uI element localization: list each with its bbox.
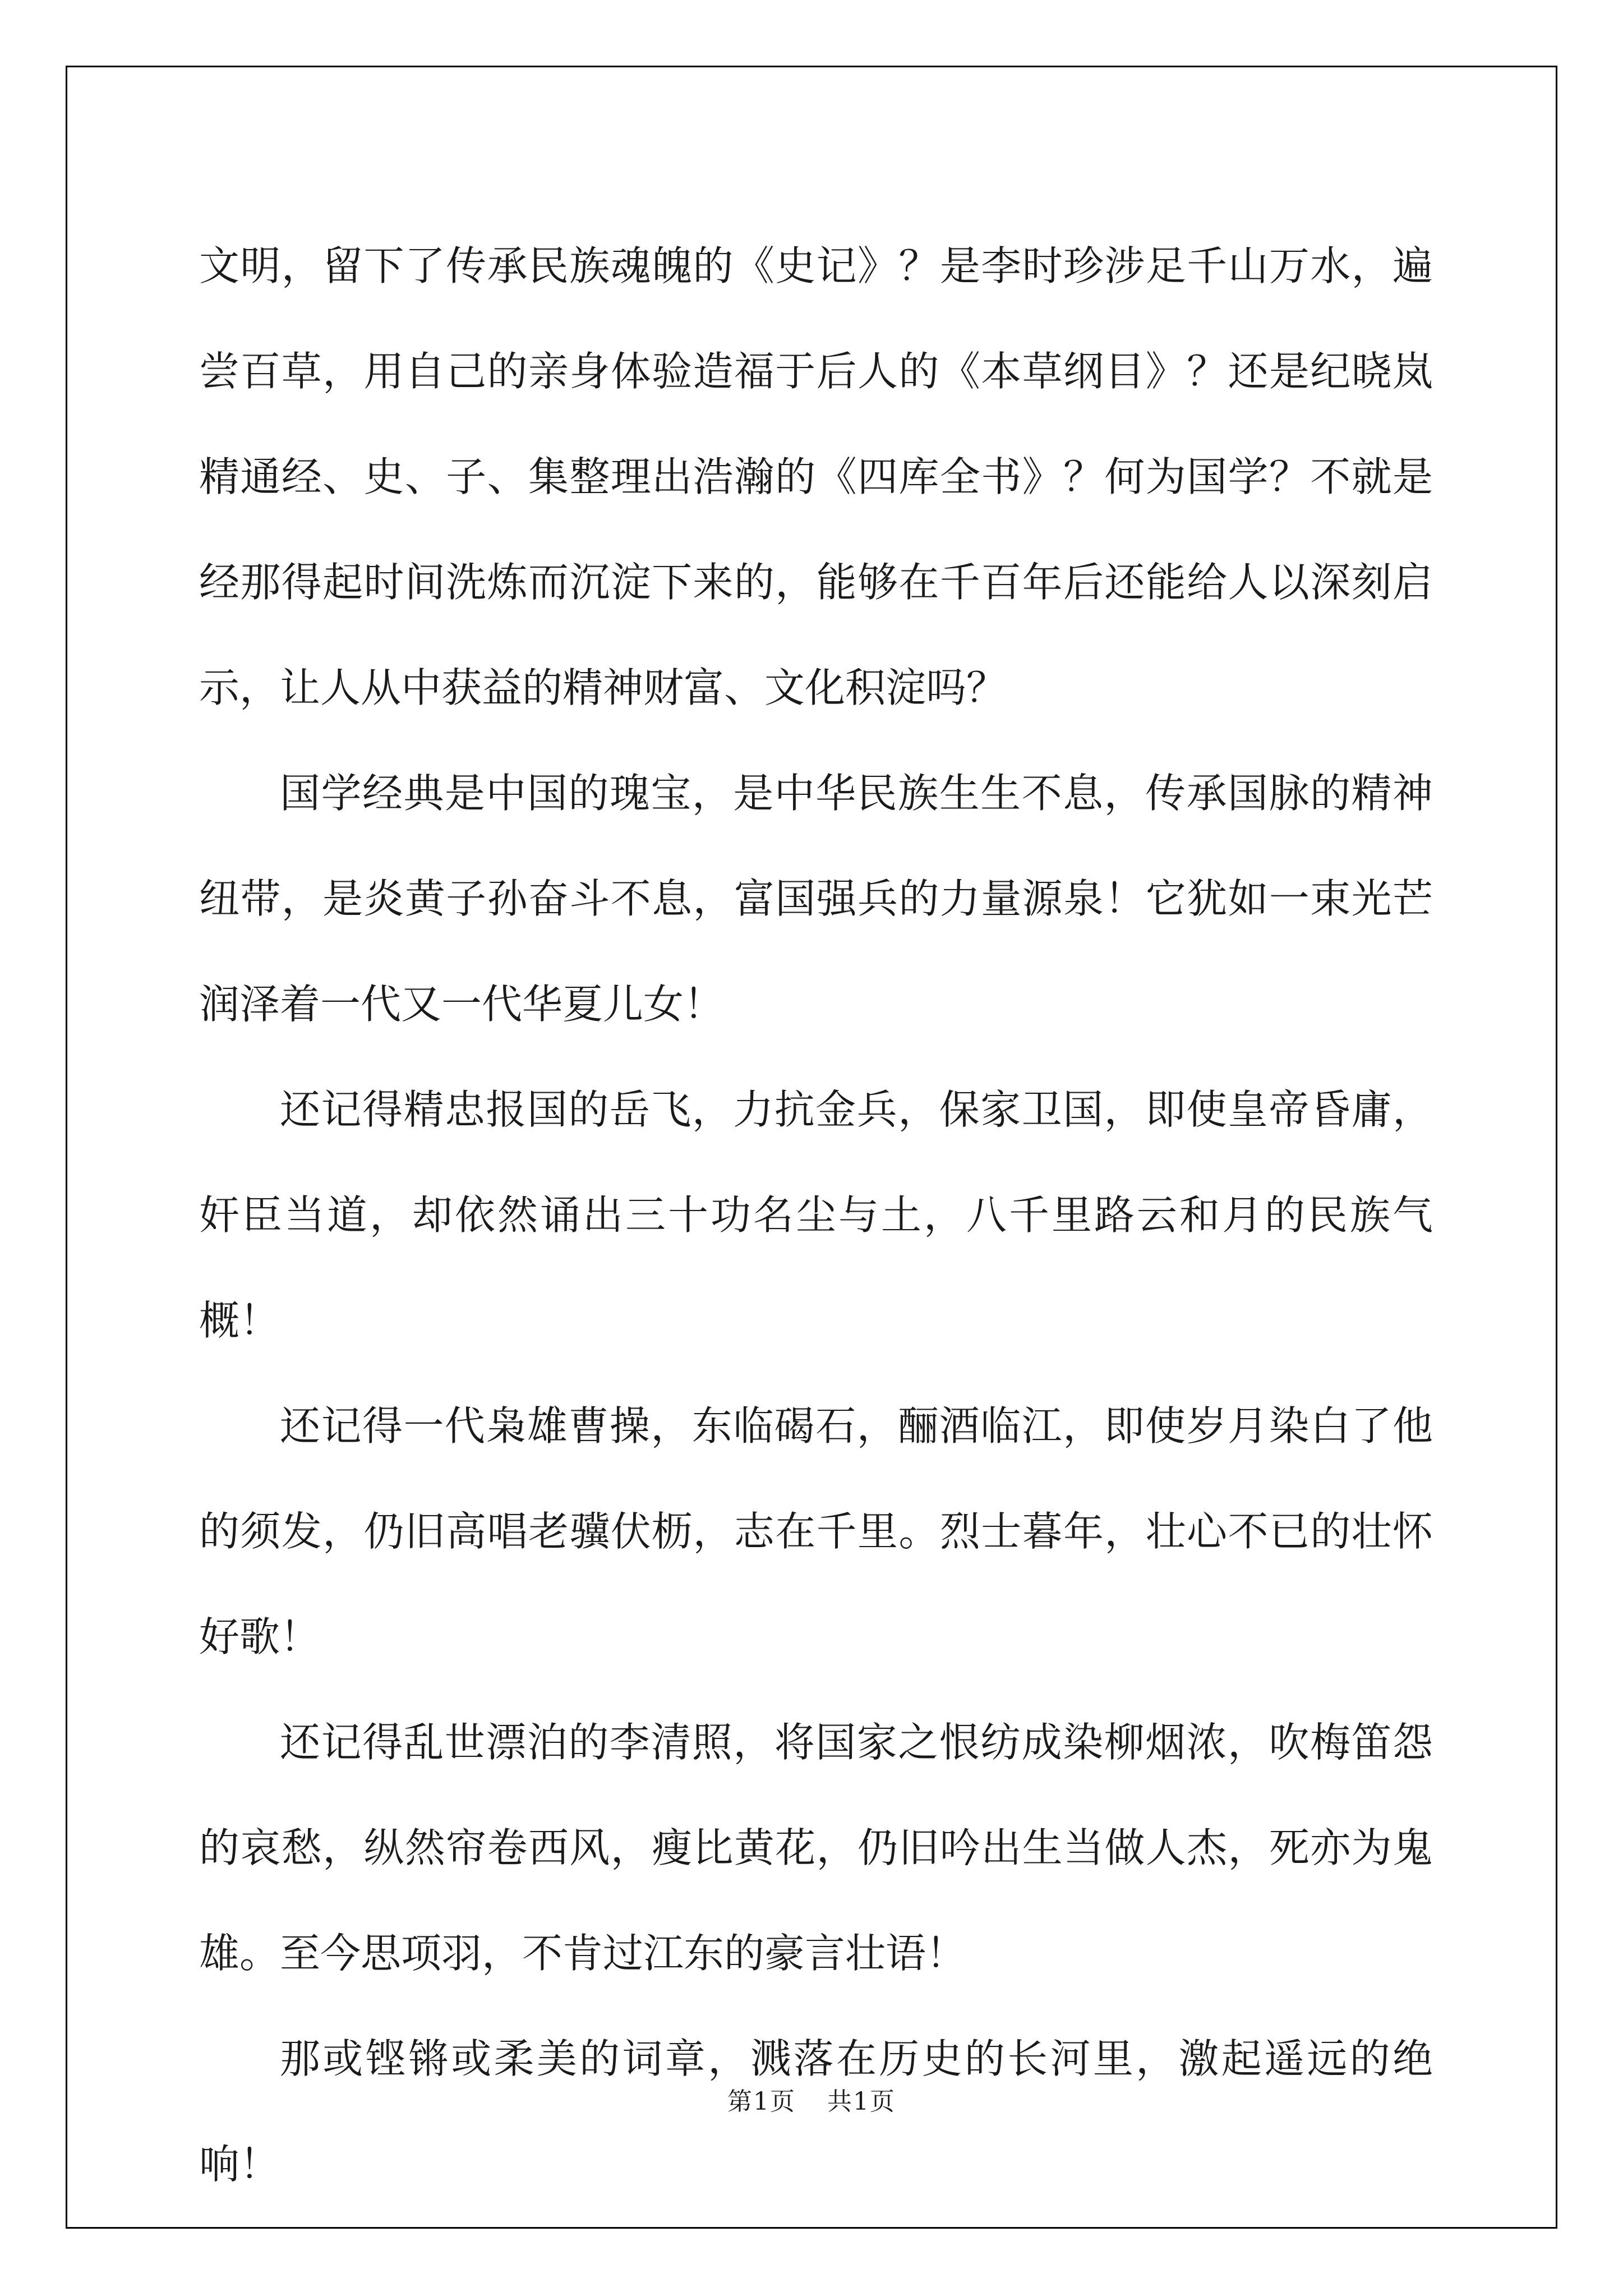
paragraph-1: 文明，留下了传承民族魂魄的《史记》？是李时珍涉足千山万水，遍尝百草，用自己的亲身体验造福于后人的《本草纲目》？还是纪晓岚精通经、史、子、集整理出浩瀚的《四库全书》？何为国学？不就是经那得起时间洗炼而沉淀下来的，能够在千百年后还能给人以深刻启示，让人从中获益的精神财富、文化积淀吗？ bbox=[199, 242, 1433, 711]
page-number: 第1页 bbox=[727, 2087, 796, 2116]
page-footer bbox=[0, 2081, 1623, 2117]
paragraph-3: 还记得精忠报国的岳飞，力抗金兵，保家卫国，即使皇帝昏庸，奸臣当道，却依然诵出三十功名尘与土，八千里路云和月的民族气概！ bbox=[199, 1086, 1433, 1344]
paragraph-6: 那或铿锵或柔美的词章，溅落在历史的长河里，激起遥远的绝响！ bbox=[199, 2035, 1433, 2188]
document-body bbox=[199, 213, 1433, 2217]
paragraph-5: 还记得乱世漂泊的李清照，将国家之恨纺成染柳烟浓，吹梅笛怨的哀愁，纵然帘卷西风，瘦比黄花，仍旧吟出生当做人杰，死亦为鬼雄。至今思项羽，不肯过江东的豪言壮语！ bbox=[199, 1719, 1433, 1977]
paragraph-4: 还记得一代枭雄曹操，东临碣石，酾酒临江，即使岁月染白了他的须发，仍旧高唱老骥伏枥，志在千里。烈士暮年，壮心不已的壮怀好歌！ bbox=[199, 1402, 1433, 1660]
paragraph-2: 国学经典是中国的瑰宝，是中华民族生生不息，传承国脉的精神纽带，是炎黄子孙奋斗不息，富国强兵的力量源泉！它犹如一束光芒润泽着一代又一代华夏儿女！ bbox=[199, 770, 1433, 1028]
page-total: 共1页 bbox=[827, 2087, 896, 2116]
